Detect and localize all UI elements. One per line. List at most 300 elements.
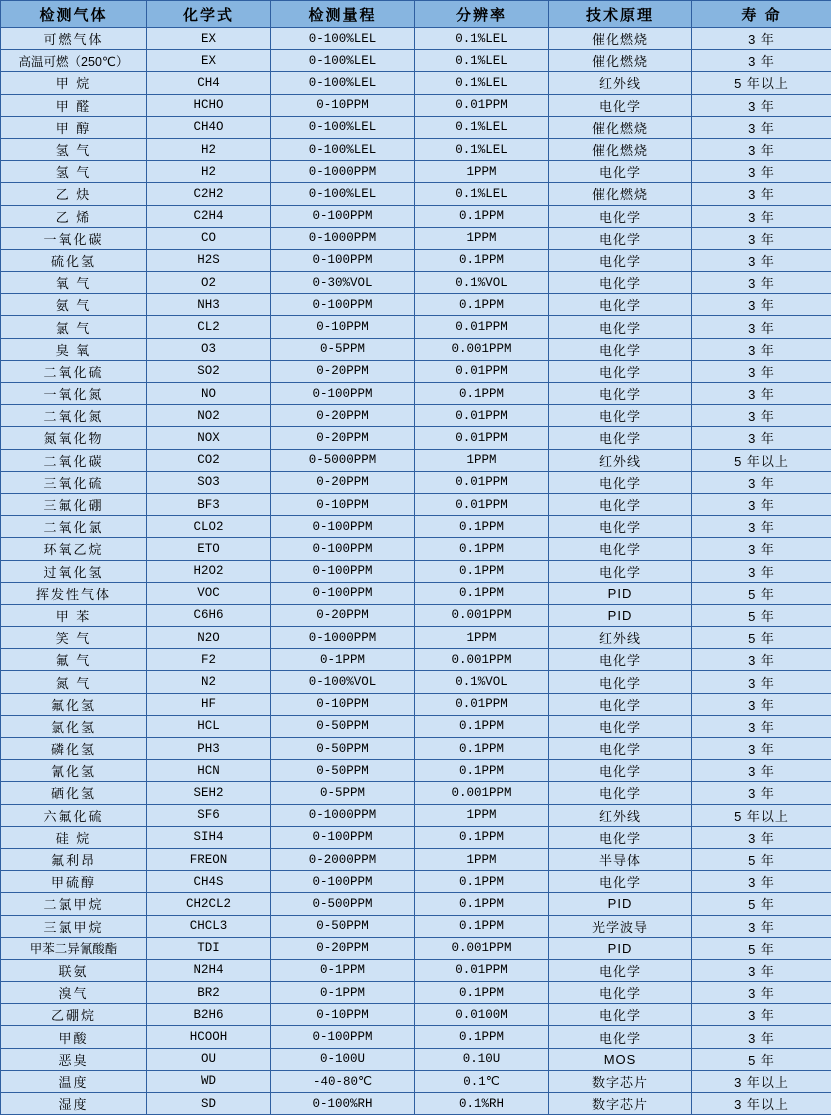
cell-technology: 电化学 — [549, 405, 692, 427]
header-row — [1, 1, 831, 28]
cell-gas-name: 温度 — [1, 1070, 147, 1092]
cell-lifespan: 3 年 — [692, 516, 831, 538]
cell-range: 0-100PPM — [271, 826, 415, 848]
cell-resolution: 0.1PPM — [415, 715, 549, 737]
cell-gas-name: 甲 醛 — [1, 94, 147, 116]
cell-lifespan: 3 年 — [692, 272, 831, 294]
cell-resolution: 0.1PPM — [415, 249, 549, 271]
cell-formula: SEH2 — [147, 782, 271, 804]
cell-resolution: 1PPM — [415, 161, 549, 183]
cell-range: 0-50PPM — [271, 760, 415, 782]
cell-technology: 电化学 — [549, 161, 692, 183]
cell-technology: 电化学 — [549, 671, 692, 693]
cell-gas-name: 一氧化碳 — [1, 227, 147, 249]
cell-range: 0-10PPM — [271, 94, 415, 116]
table-body — [1, 28, 831, 1115]
cell-resolution: 0.1PPM — [415, 516, 549, 538]
cell-gas-name: 氯化氢 — [1, 715, 147, 737]
cell-gas-name: 恶臭 — [1, 1048, 147, 1070]
cell-range: 0-1PPM — [271, 982, 415, 1004]
cell-formula: NO — [147, 383, 271, 405]
table-row — [1, 959, 831, 981]
cell-resolution: 0.1PPM — [415, 205, 549, 227]
cell-formula: O2 — [147, 272, 271, 294]
cell-resolution: 0.0100M — [415, 1004, 549, 1026]
table-row — [1, 116, 831, 138]
cell-lifespan: 3 年 — [692, 471, 831, 493]
cell-resolution: 0.1%LEL — [415, 28, 549, 50]
cell-gas-name: 磷化氢 — [1, 738, 147, 760]
cell-resolution: 0.1%LEL — [415, 138, 549, 160]
cell-resolution: 0.1PPM — [415, 1026, 549, 1048]
cell-technology: PID — [549, 604, 692, 626]
cell-lifespan: 3 年 — [692, 427, 831, 449]
cell-technology: 光学波导 — [549, 915, 692, 937]
cell-range: 0-1PPM — [271, 959, 415, 981]
table-row — [1, 316, 831, 338]
cell-gas-name: 三氯甲烷 — [1, 915, 147, 937]
cell-gas-name: 湿度 — [1, 1093, 147, 1115]
cell-range: 0-1000PPM — [271, 627, 415, 649]
cell-gas-name: 二氧化硫 — [1, 360, 147, 382]
cell-resolution: 0.1%VOL — [415, 272, 549, 294]
cell-formula: B2H6 — [147, 1004, 271, 1026]
cell-lifespan: 3 年以上 — [692, 1093, 831, 1115]
cell-resolution: 0.1PPM — [415, 383, 549, 405]
cell-range: 0-1PPM — [271, 649, 415, 671]
cell-technology: 电化学 — [549, 782, 692, 804]
cell-lifespan: 3 年 — [692, 560, 831, 582]
table-row — [1, 715, 831, 737]
column-header-formula: 化学式 — [147, 1, 271, 28]
cell-technology: 催化燃烧 — [549, 138, 692, 160]
cell-lifespan: 3 年 — [692, 982, 831, 1004]
cell-technology: 电化学 — [549, 427, 692, 449]
cell-resolution: 0.01PPM — [415, 693, 549, 715]
cell-range: 0-100PPM — [271, 582, 415, 604]
table-row — [1, 738, 831, 760]
cell-gas-name: 硅 烷 — [1, 826, 147, 848]
cell-technology: 红外线 — [549, 449, 692, 471]
cell-technology: 电化学 — [549, 693, 692, 715]
cell-range: 0-20PPM — [271, 405, 415, 427]
cell-technology: 电化学 — [549, 316, 692, 338]
cell-gas-name: 氟化氢 — [1, 693, 147, 715]
cell-range: 0-1000PPM — [271, 161, 415, 183]
cell-gas-name: 过氧化氢 — [1, 560, 147, 582]
cell-range: 0-1000PPM — [271, 804, 415, 826]
cell-technology: 电化学 — [549, 249, 692, 271]
cell-lifespan: 3 年 — [692, 28, 831, 50]
cell-technology: 电化学 — [549, 982, 692, 1004]
table-row — [1, 1070, 831, 1092]
cell-lifespan: 3 年 — [692, 493, 831, 515]
cell-technology: 电化学 — [549, 383, 692, 405]
table-row — [1, 205, 831, 227]
table-row — [1, 28, 831, 50]
cell-technology: 催化燃烧 — [549, 183, 692, 205]
cell-formula: H2 — [147, 138, 271, 160]
cell-resolution: 0.1%LEL — [415, 72, 549, 94]
table-row — [1, 449, 831, 471]
cell-resolution: 0.1PPM — [415, 982, 549, 1004]
cell-lifespan: 5 年 — [692, 937, 831, 959]
cell-technology: 电化学 — [549, 826, 692, 848]
cell-resolution: 0.01PPM — [415, 471, 549, 493]
cell-technology: 电化学 — [549, 738, 692, 760]
cell-range: 0-30%VOL — [271, 272, 415, 294]
cell-gas-name: 高温可燃（250℃） — [1, 50, 147, 72]
table-row — [1, 405, 831, 427]
cell-range: 0-50PPM — [271, 715, 415, 737]
cell-gas-name: 氢 气 — [1, 161, 147, 183]
cell-resolution: 0.1PPM — [415, 826, 549, 848]
table-row — [1, 782, 831, 804]
table-row — [1, 915, 831, 937]
cell-technology: PID — [549, 893, 692, 915]
cell-lifespan: 3 年 — [692, 715, 831, 737]
cell-lifespan: 3 年 — [692, 405, 831, 427]
cell-range: 0-5PPM — [271, 782, 415, 804]
cell-gas-name: 甲 苯 — [1, 604, 147, 626]
table-row — [1, 249, 831, 271]
cell-resolution: 0.1℃ — [415, 1070, 549, 1092]
cell-resolution: 0.1%LEL — [415, 183, 549, 205]
cell-range: 0-100%LEL — [271, 138, 415, 160]
cell-resolution: 1PPM — [415, 627, 549, 649]
cell-lifespan: 3 年 — [692, 1026, 831, 1048]
cell-resolution: 0.01PPM — [415, 94, 549, 116]
cell-lifespan: 3 年 — [692, 826, 831, 848]
cell-formula: H2 — [147, 161, 271, 183]
cell-formula: CH4S — [147, 871, 271, 893]
cell-lifespan: 3 年以上 — [692, 1070, 831, 1092]
cell-gas-name: 氮氧化物 — [1, 427, 147, 449]
cell-gas-name: 甲 烷 — [1, 72, 147, 94]
cell-range: 0-100PPM — [271, 538, 415, 560]
cell-formula: NOX — [147, 427, 271, 449]
cell-resolution: 1PPM — [415, 227, 549, 249]
cell-resolution: 0.001PPM — [415, 338, 549, 360]
column-header-technology: 技术原理 — [549, 1, 692, 28]
cell-gas-name: 二氯甲烷 — [1, 893, 147, 915]
cell-technology: 电化学 — [549, 294, 692, 316]
cell-formula: O3 — [147, 338, 271, 360]
cell-gas-name: 乙硼烷 — [1, 1004, 147, 1026]
cell-range: 0-500PPM — [271, 893, 415, 915]
cell-lifespan: 3 年 — [692, 538, 831, 560]
cell-gas-name: 笑 气 — [1, 627, 147, 649]
cell-gas-name: 溴气 — [1, 982, 147, 1004]
cell-lifespan: 5 年 — [692, 627, 831, 649]
cell-range: 0-20PPM — [271, 427, 415, 449]
cell-formula: PH3 — [147, 738, 271, 760]
cell-resolution: 0.10U — [415, 1048, 549, 1070]
table-row — [1, 560, 831, 582]
cell-lifespan: 3 年 — [692, 227, 831, 249]
cell-formula: SO2 — [147, 360, 271, 382]
cell-lifespan: 5 年以上 — [692, 72, 831, 94]
cell-resolution: 1PPM — [415, 449, 549, 471]
cell-technology: 电化学 — [549, 1004, 692, 1026]
table-row — [1, 582, 831, 604]
cell-gas-name: 氟 气 — [1, 649, 147, 671]
cell-resolution: 0.001PPM — [415, 782, 549, 804]
cell-lifespan: 3 年 — [692, 50, 831, 72]
cell-formula: CLO2 — [147, 516, 271, 538]
cell-lifespan: 5 年 — [692, 1048, 831, 1070]
cell-lifespan: 3 年 — [692, 871, 831, 893]
cell-technology: 电化学 — [549, 871, 692, 893]
cell-lifespan: 5 年 — [692, 582, 831, 604]
column-header-range: 检测量程 — [271, 1, 415, 28]
cell-formula: CO2 — [147, 449, 271, 471]
cell-range: 0-100PPM — [271, 1026, 415, 1048]
cell-resolution: 0.1%VOL — [415, 671, 549, 693]
cell-gas-name: 硫化氢 — [1, 249, 147, 271]
cell-formula: CH4 — [147, 72, 271, 94]
cell-technology: PID — [549, 582, 692, 604]
cell-resolution: 0.001PPM — [415, 649, 549, 671]
table-row — [1, 161, 831, 183]
cell-technology: 电化学 — [549, 959, 692, 981]
cell-resolution: 0.1%LEL — [415, 116, 549, 138]
cell-technology: 电化学 — [549, 493, 692, 515]
cell-technology: 电化学 — [549, 538, 692, 560]
table-row — [1, 471, 831, 493]
cell-lifespan: 3 年 — [692, 161, 831, 183]
cell-resolution: 0.1PPM — [415, 538, 549, 560]
cell-range: 0-100PPM — [271, 383, 415, 405]
table-row — [1, 1093, 831, 1115]
cell-range: 0-20PPM — [271, 471, 415, 493]
cell-technology: 电化学 — [549, 272, 692, 294]
cell-technology: 电化学 — [549, 560, 692, 582]
cell-resolution: 0.1PPM — [415, 294, 549, 316]
cell-resolution: 1PPM — [415, 804, 549, 826]
cell-resolution: 0.001PPM — [415, 604, 549, 626]
cell-range: 0-100PPM — [271, 205, 415, 227]
cell-range: 0-100PPM — [271, 560, 415, 582]
cell-formula: HCHO — [147, 94, 271, 116]
table-row — [1, 671, 831, 693]
cell-formula: CH2CL2 — [147, 893, 271, 915]
table-row — [1, 1026, 831, 1048]
cell-formula: HCN — [147, 760, 271, 782]
cell-range: 0-100PPM — [271, 871, 415, 893]
cell-technology: 电化学 — [549, 227, 692, 249]
cell-technology: 红外线 — [549, 804, 692, 826]
cell-resolution: 0.1%RH — [415, 1093, 549, 1115]
cell-range: 0-100PPM — [271, 249, 415, 271]
cell-technology: 电化学 — [549, 760, 692, 782]
cell-formula: CH4O — [147, 116, 271, 138]
cell-technology: 电化学 — [549, 649, 692, 671]
cell-lifespan: 5 年 — [692, 893, 831, 915]
cell-gas-name: 氯 气 — [1, 316, 147, 338]
cell-lifespan: 3 年 — [692, 294, 831, 316]
cell-gas-name: 臭 氧 — [1, 338, 147, 360]
cell-range: 0-50PPM — [271, 915, 415, 937]
cell-formula: WD — [147, 1070, 271, 1092]
table-row — [1, 760, 831, 782]
cell-technology: 电化学 — [549, 715, 692, 737]
cell-range: 0-2000PPM — [271, 848, 415, 870]
table-row — [1, 383, 831, 405]
cell-gas-name: 氧 气 — [1, 272, 147, 294]
cell-gas-name: 六氟化硫 — [1, 804, 147, 826]
cell-resolution: 0.1%LEL — [415, 50, 549, 72]
cell-formula: HF — [147, 693, 271, 715]
cell-formula: HCL — [147, 715, 271, 737]
cell-gas-name: 氢 气 — [1, 138, 147, 160]
cell-gas-name: 三氧化硫 — [1, 471, 147, 493]
cell-range: 0-1000PPM — [271, 227, 415, 249]
cell-range: 0-20PPM — [271, 937, 415, 959]
cell-resolution: 0.01PPM — [415, 316, 549, 338]
cell-lifespan: 3 年 — [692, 671, 831, 693]
cell-range: 0-5PPM — [271, 338, 415, 360]
cell-gas-name: 硒化氢 — [1, 782, 147, 804]
cell-resolution: 0.1PPM — [415, 582, 549, 604]
cell-formula: NO2 — [147, 405, 271, 427]
cell-formula: OU — [147, 1048, 271, 1070]
table-row — [1, 826, 831, 848]
cell-technology: 红外线 — [549, 627, 692, 649]
cell-formula: C2H2 — [147, 183, 271, 205]
cell-formula: N2O — [147, 627, 271, 649]
cell-gas-name: 二氧化氮 — [1, 405, 147, 427]
cell-range: 0-100%LEL — [271, 183, 415, 205]
cell-range: 0-100%LEL — [271, 116, 415, 138]
cell-lifespan: 5 年以上 — [692, 449, 831, 471]
cell-gas-name: 氟利昂 — [1, 848, 147, 870]
cell-range: 0-5000PPM — [271, 449, 415, 471]
table-row — [1, 50, 831, 72]
cell-lifespan: 5 年以上 — [692, 804, 831, 826]
cell-resolution: 0.1PPM — [415, 915, 549, 937]
cell-lifespan: 5 年 — [692, 604, 831, 626]
table-row — [1, 604, 831, 626]
cell-resolution: 0.01PPM — [415, 493, 549, 515]
column-header-gas-name: 检测气体 — [1, 1, 147, 28]
table-row — [1, 627, 831, 649]
cell-resolution: 0.1PPM — [415, 560, 549, 582]
table-row — [1, 804, 831, 826]
table-row — [1, 893, 831, 915]
cell-range: 0-100%LEL — [271, 72, 415, 94]
cell-gas-name: 氨 气 — [1, 294, 147, 316]
cell-gas-name: 氰化氢 — [1, 760, 147, 782]
cell-formula: EX — [147, 50, 271, 72]
column-header-lifespan: 寿 命 — [692, 1, 831, 28]
table-row — [1, 693, 831, 715]
cell-range: 0-10PPM — [271, 316, 415, 338]
cell-gas-name: 甲硫醇 — [1, 871, 147, 893]
cell-range: 0-50PPM — [271, 738, 415, 760]
cell-technology: 红外线 — [549, 72, 692, 94]
cell-resolution: 1PPM — [415, 848, 549, 870]
cell-formula: CO — [147, 227, 271, 249]
cell-formula: H2O2 — [147, 560, 271, 582]
cell-formula: C6H6 — [147, 604, 271, 626]
cell-formula: CHCL3 — [147, 915, 271, 937]
cell-resolution: 0.01PPM — [415, 405, 549, 427]
cell-gas-name: 甲酸 — [1, 1026, 147, 1048]
cell-range: 0-10PPM — [271, 693, 415, 715]
table-row — [1, 493, 831, 515]
table-header — [1, 1, 831, 28]
table-row — [1, 1048, 831, 1070]
cell-technology: 电化学 — [549, 360, 692, 382]
cell-range: 0-100PPM — [271, 516, 415, 538]
cell-formula: NH3 — [147, 294, 271, 316]
cell-formula: F2 — [147, 649, 271, 671]
cell-technology: MOS — [549, 1048, 692, 1070]
cell-lifespan: 3 年 — [692, 959, 831, 981]
cell-range: 0-20PPM — [271, 604, 415, 626]
table-row — [1, 982, 831, 1004]
cell-range: 0-10PPM — [271, 1004, 415, 1026]
cell-range: 0-100%VOL — [271, 671, 415, 693]
cell-technology: 电化学 — [549, 94, 692, 116]
cell-lifespan: 3 年 — [692, 649, 831, 671]
cell-technology: 催化燃烧 — [549, 50, 692, 72]
table-row — [1, 1004, 831, 1026]
cell-resolution: 0.1PPM — [415, 871, 549, 893]
table-row — [1, 871, 831, 893]
cell-lifespan: 3 年 — [692, 693, 831, 715]
cell-formula: N2H4 — [147, 959, 271, 981]
cell-resolution: 0.1PPM — [415, 738, 549, 760]
cell-formula: SF6 — [147, 804, 271, 826]
cell-range: 0-10PPM — [271, 493, 415, 515]
table-row — [1, 338, 831, 360]
table-row — [1, 360, 831, 382]
cell-gas-name: 联氨 — [1, 959, 147, 981]
cell-range: 0-20PPM — [271, 360, 415, 382]
cell-range: -40-80℃ — [271, 1070, 415, 1092]
cell-formula: HCOOH — [147, 1026, 271, 1048]
cell-resolution: 0.001PPM — [415, 937, 549, 959]
cell-technology: 电化学 — [549, 516, 692, 538]
cell-lifespan: 3 年 — [692, 138, 831, 160]
table-row — [1, 937, 831, 959]
cell-formula: VOC — [147, 582, 271, 604]
cell-gas-name: 甲 醇 — [1, 116, 147, 138]
cell-lifespan: 3 年 — [692, 1004, 831, 1026]
cell-range: 0-100U — [271, 1048, 415, 1070]
table-row — [1, 94, 831, 116]
cell-technology: 催化燃烧 — [549, 116, 692, 138]
cell-resolution: 0.01PPM — [415, 360, 549, 382]
cell-range: 0-100%LEL — [271, 28, 415, 50]
cell-range: 0-100%LEL — [271, 50, 415, 72]
cell-lifespan: 3 年 — [692, 183, 831, 205]
cell-formula: C2H4 — [147, 205, 271, 227]
cell-formula: CL2 — [147, 316, 271, 338]
cell-lifespan: 3 年 — [692, 316, 831, 338]
cell-lifespan: 3 年 — [692, 338, 831, 360]
table-row — [1, 183, 831, 205]
cell-gas-name: 可燃气体 — [1, 28, 147, 50]
cell-range: 0-100PPM — [271, 294, 415, 316]
cell-technology: 电化学 — [549, 1026, 692, 1048]
cell-lifespan: 3 年 — [692, 915, 831, 937]
table-row — [1, 272, 831, 294]
cell-technology: 电化学 — [549, 338, 692, 360]
cell-formula: SO3 — [147, 471, 271, 493]
